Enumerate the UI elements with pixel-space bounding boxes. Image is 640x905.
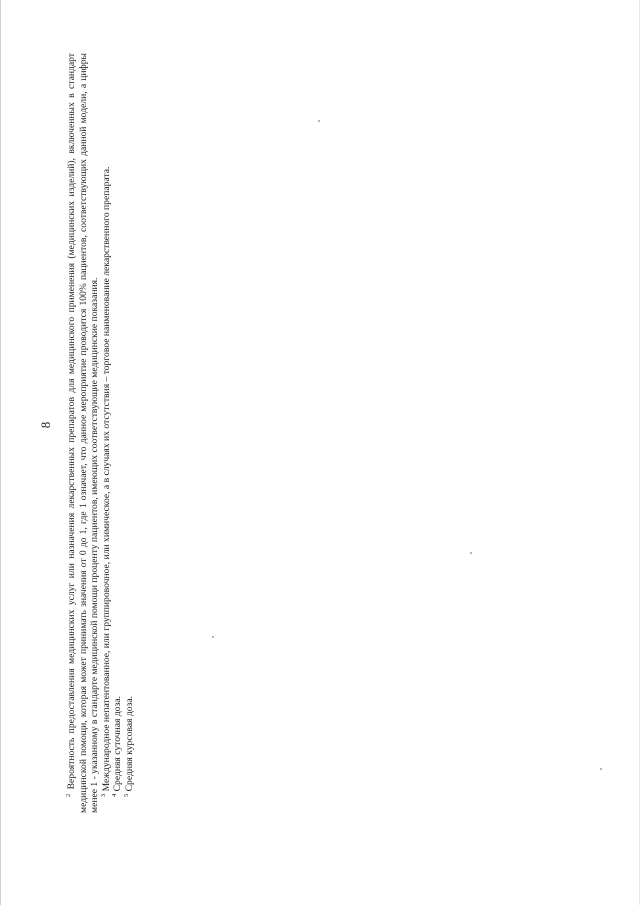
scan-speck — [470, 552, 472, 554]
footnote-5-text: Средняя курсовая доза. — [123, 696, 135, 792]
footnote-5-mark: 5 — [122, 793, 130, 797]
footnote-4 — [112, 53, 124, 813]
footnote-4-text: Средняя суточная доза. — [112, 696, 124, 792]
footnote-4-mark: 4 — [111, 793, 119, 797]
footnotes-block — [66, 53, 136, 813]
scan-speck — [600, 768, 602, 770]
footnote-3 — [101, 53, 113, 813]
footnote-5 — [124, 53, 136, 813]
scan-speck — [212, 636, 214, 638]
scan-speck — [318, 120, 320, 122]
footnote-2 — [66, 53, 101, 813]
footnote-2-text: Вероятность предоставления медицинских услуг или назначения лекарственных препаратов для медицинского применения (медицинских изделий), включенных в стандарт медицинской помощи, которая может принимать значения от 0 до 1, где 1 означает, что данное мероприятие проводится 100% пациентов, соответствующих данной модели, а цифры менее 1 - указанному в стандарте медицинской помощи проценту пациентов, имеющих соответствующие медицинские показания. — [66, 53, 101, 813]
page-number: 8 — [38, 421, 53, 429]
footnote-3-mark: 3 — [99, 793, 107, 797]
footnote-3-text: Международное непатентованное, или группировочное, или химическое, а в случаях их отсутствия – торговое наименование лекарственного препарата. — [100, 166, 112, 792]
footnote-2-mark: 2 — [64, 793, 72, 797]
